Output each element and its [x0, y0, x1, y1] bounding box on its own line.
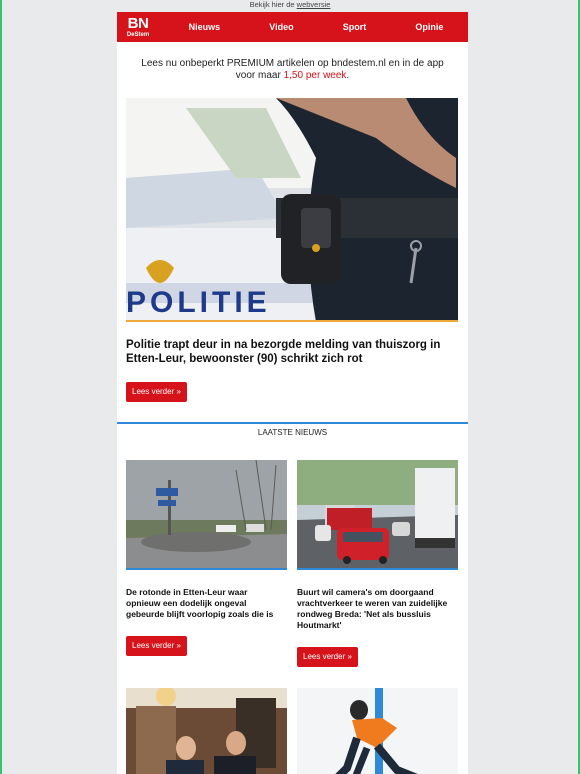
hero-read-more-button[interactable]: Lees verder »	[126, 382, 187, 402]
svg-text:POLITIE: POLITIE	[126, 286, 271, 319]
card-2-accent-line	[297, 568, 458, 570]
section-title: LAATSTE NIEUWS	[257, 428, 328, 437]
card-1-headline[interactable]: De rotonde in Etten-Leur waar opnieuw een dodelijk ongeval gebeurde blijft voorlopig zoals die is	[126, 587, 274, 619]
card-1-image[interactable]	[126, 460, 287, 570]
webversion-bar	[2, 0, 578, 12]
newsletter	[117, 12, 468, 774]
brand-logo[interactable]	[124, 14, 152, 40]
card-4-image[interactable]	[297, 688, 458, 774]
card-1-accent-line	[126, 568, 287, 570]
webversion-prefix: Bekijk hier de	[249, 0, 297, 9]
header-bar	[117, 12, 468, 42]
section-divider	[117, 422, 468, 424]
nav-video[interactable]: Video	[269, 22, 294, 32]
card-2-read-more-button[interactable]: Lees verder »	[297, 647, 358, 667]
hero-accent-line	[126, 320, 458, 322]
webversion-link[interactable]: webversie	[296, 0, 331, 9]
promo-text: Lees nu onbeperkt PREMIUM artikelen op bndestem.nl en in de app voor maar	[141, 58, 444, 81]
nav-nieuws[interactable]: Nieuws	[188, 22, 221, 32]
promo-price: 1,50 per week	[283, 70, 347, 81]
nav-opinie[interactable]: Opinie	[415, 22, 444, 32]
hero-image[interactable]	[126, 98, 458, 322]
card-3-image[interactable]	[126, 688, 287, 774]
card-2-image[interactable]	[297, 460, 458, 570]
card-1-read-more-button[interactable]: Lees verder »	[126, 636, 187, 656]
hero-headline[interactable]: Politie trapt deur in na bezorgde melding van thuiszorg in Etten-Leur, bewoonster (90) schrikt zich rot	[126, 339, 441, 365]
card-2-headline[interactable]: Buurt wil camera's om doorgaand vrachtverkeer te weren van zuidelijke rondweg Breda: 'Net als bussluis Houtmarkt'	[297, 587, 448, 630]
premium-promo	[117, 42, 468, 98]
promo-suffix: .	[346, 70, 350, 81]
main-nav	[152, 22, 468, 32]
logo-main: BN	[127, 15, 149, 32]
nav-sport[interactable]: Sport	[342, 22, 367, 32]
logo-sub: DeStem	[126, 32, 150, 38]
